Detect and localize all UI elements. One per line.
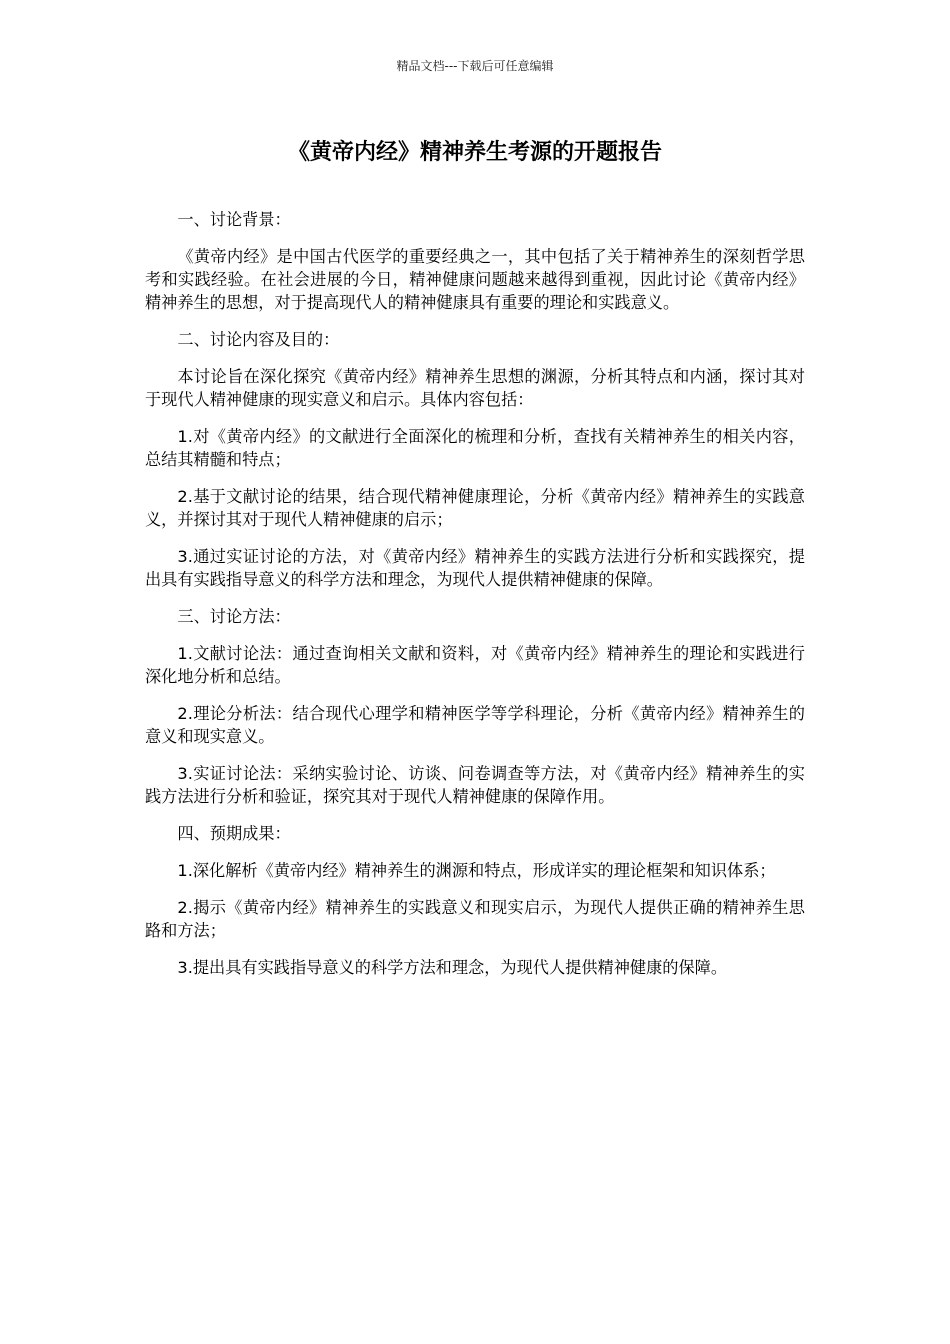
list-item-content-1: 1.对《黄帝内经》的文献进行全面深化的梳理和分析，查找有关精神养生的相关内容，总结其精髓和特点； — [145, 427, 805, 469]
document-title: 《黄帝内经》精神养生考源的开题报告 — [287, 140, 662, 165]
list-item-method-1: 1.文献讨论法：通过查询相关文献和资料，对《黄帝内经》精神养生的理论和实践进行深化地分析和总结。 — [145, 644, 805, 686]
paragraph-content-intro: 本讨论旨在深化探究《黄帝内经》精神养生思想的渊源，分析其特点和内涵，探讨其对于现代人精神健康的现实意义和启示。具体内容包括： — [145, 367, 805, 409]
list-item-outcome-1: 1.深化解析《黄帝内经》精神养生的渊源和特点，形成详实的理论框架和知识体系； — [177, 861, 776, 880]
page-header: 精品文档---下载后可任意编辑 — [396, 59, 554, 73]
paragraph-background: 《黄帝内经》是中国古代医学的重要经典之一，其中包括了关于精神养生的深刻哲学思考和实践经验。在社会进展的今日，精神健康问题越来越得到重视，因此讨论《黄帝内经》精神养生的思想，对于提高现代人的精神健康具有重要的理论和实践意义。 — [145, 247, 805, 312]
list-item-content-2: 2.基于文献讨论的结果，结合现代精神健康理论，分析《黄帝内经》精神养生的实践意义，并探讨其对于现代人精神健康的启示； — [145, 487, 805, 529]
section-heading-content: 二、讨论内容及目的： — [177, 330, 340, 349]
list-item-method-3: 3.实证讨论法：采纳实验讨论、访谈、问卷调查等方法，对《黄帝内经》精神养生的实践方法进行分析和验证，探究其对于现代人精神健康的保障作用。 — [145, 764, 805, 806]
section-heading-background: 一、讨论背景： — [177, 210, 291, 229]
list-item-outcome-3: 3.提出具有实践指导意义的科学方法和理念，为现代人提供精神健康的保障。 — [177, 958, 728, 977]
list-item-outcome-2: 2.揭示《黄帝内经》精神养生的实践意义和现实启示，为现代人提供正确的精神养生思路和方法； — [145, 898, 805, 940]
section-heading-outcomes: 四、预期成果： — [177, 824, 291, 843]
list-item-method-2: 2.理论分析法：结合现代心理学和精神医学等学科理论，分析《黄帝内经》精神养生的意义和现实意义。 — [145, 704, 805, 746]
document-body — [145, 208, 805, 993]
list-item-content-3: 3.通过实证讨论的方法，对《黄帝内经》精神养生的实践方法进行分析和实践探究，提出具有实践指导意义的科学方法和理念，为现代人提供精神健康的保障。 — [145, 547, 805, 589]
section-heading-methods: 三、讨论方法： — [177, 607, 291, 626]
